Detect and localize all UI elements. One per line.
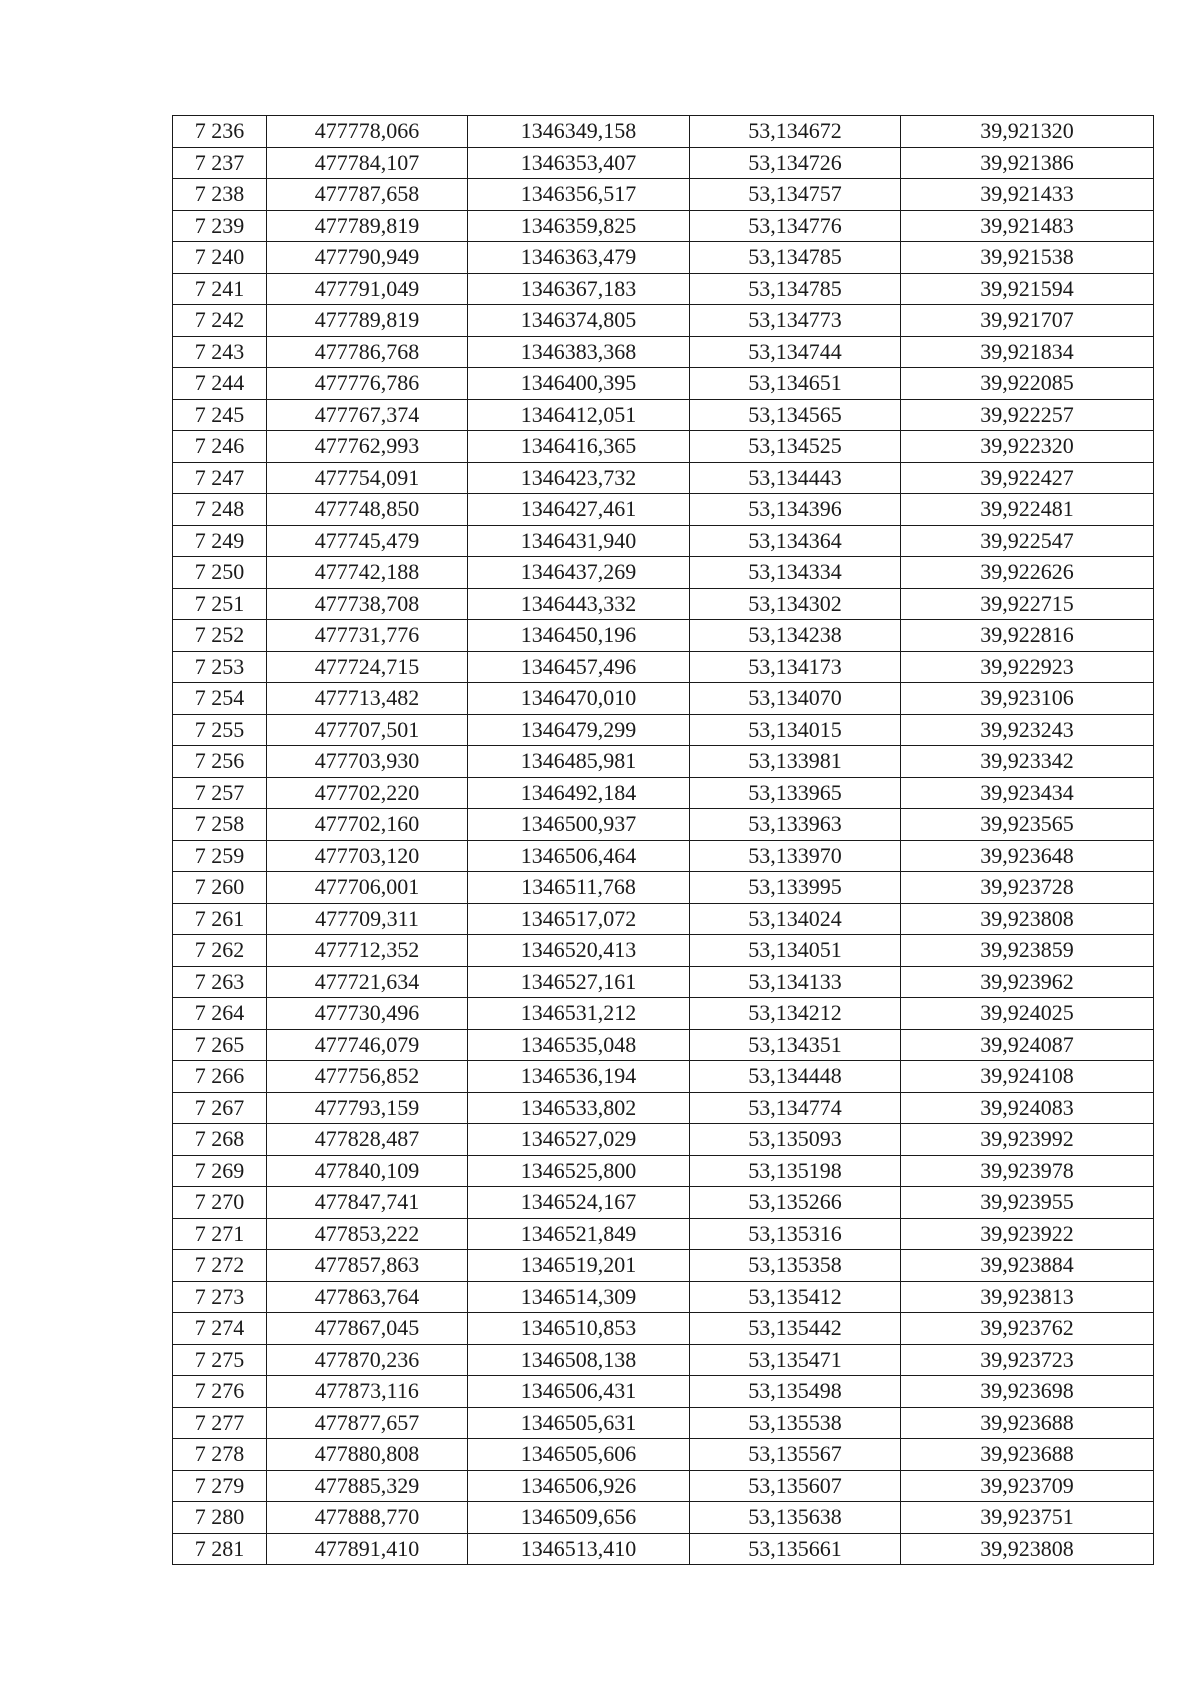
- x-coordinate-cell: 477709,311: [267, 903, 468, 935]
- latitude-cell: 53,135661: [690, 1533, 901, 1565]
- point-number-cell: 7 266: [173, 1061, 267, 1093]
- table-row: [173, 1407, 1154, 1439]
- x-coordinate-cell: 477891,410: [267, 1533, 468, 1565]
- table-row: [173, 1029, 1154, 1061]
- latitude-cell: 53,133970: [690, 840, 901, 872]
- latitude-cell: 53,135607: [690, 1470, 901, 1502]
- point-number-cell: 7 273: [173, 1281, 267, 1313]
- longitude-cell: 39,923955: [901, 1187, 1154, 1219]
- longitude-cell: 39,923342: [901, 746, 1154, 778]
- longitude-cell: 39,923762: [901, 1313, 1154, 1345]
- table-row: [173, 242, 1154, 274]
- point-number-cell: 7 279: [173, 1470, 267, 1502]
- latitude-cell: 53,133981: [690, 746, 901, 778]
- longitude-cell: 39,921834: [901, 336, 1154, 368]
- point-number-cell: 7 245: [173, 399, 267, 431]
- y-coordinate-cell: 1346500,937: [468, 809, 690, 841]
- y-coordinate-cell: 1346349,158: [468, 116, 690, 148]
- y-coordinate-cell: 1346457,496: [468, 651, 690, 683]
- table-row: [173, 1313, 1154, 1345]
- table-row: [173, 494, 1154, 526]
- x-coordinate-cell: 477867,045: [267, 1313, 468, 1345]
- x-coordinate-cell: 477885,329: [267, 1470, 468, 1502]
- latitude-cell: 53,135358: [690, 1250, 901, 1282]
- x-coordinate-cell: 477731,776: [267, 620, 468, 652]
- table-row: [173, 462, 1154, 494]
- y-coordinate-cell: 1346427,461: [468, 494, 690, 526]
- longitude-cell: 39,923648: [901, 840, 1154, 872]
- latitude-cell: 53,134757: [690, 179, 901, 211]
- x-coordinate-cell: 477767,374: [267, 399, 468, 431]
- point-number-cell: 7 257: [173, 777, 267, 809]
- longitude-cell: 39,924025: [901, 998, 1154, 1030]
- table-row: [173, 872, 1154, 904]
- latitude-cell: 53,134302: [690, 588, 901, 620]
- y-coordinate-cell: 1346520,413: [468, 935, 690, 967]
- y-coordinate-cell: 1346506,464: [468, 840, 690, 872]
- point-number-cell: 7 258: [173, 809, 267, 841]
- point-number-cell: 7 261: [173, 903, 267, 935]
- point-number-cell: 7 275: [173, 1344, 267, 1376]
- table-row: [173, 746, 1154, 778]
- latitude-cell: 53,134238: [690, 620, 901, 652]
- latitude-cell: 53,135471: [690, 1344, 901, 1376]
- point-number-cell: 7 242: [173, 305, 267, 337]
- latitude-cell: 53,134133: [690, 966, 901, 998]
- table-row: [173, 651, 1154, 683]
- x-coordinate-cell: 477877,657: [267, 1407, 468, 1439]
- point-number-cell: 7 263: [173, 966, 267, 998]
- point-number-cell: 7 236: [173, 116, 267, 148]
- point-number-cell: 7 240: [173, 242, 267, 274]
- longitude-cell: 39,923808: [901, 903, 1154, 935]
- point-number-cell: 7 255: [173, 714, 267, 746]
- table-row: [173, 1092, 1154, 1124]
- y-coordinate-cell: 1346527,161: [468, 966, 690, 998]
- longitude-cell: 39,921483: [901, 210, 1154, 242]
- y-coordinate-cell: 1346513,410: [468, 1533, 690, 1565]
- x-coordinate-cell: 477702,160: [267, 809, 468, 841]
- latitude-cell: 53,135538: [690, 1407, 901, 1439]
- point-number-cell: 7 260: [173, 872, 267, 904]
- latitude-cell: 53,134776: [690, 210, 901, 242]
- table-row: [173, 714, 1154, 746]
- x-coordinate-cell: 477738,708: [267, 588, 468, 620]
- x-coordinate-cell: 477873,116: [267, 1376, 468, 1408]
- table-row: [173, 1376, 1154, 1408]
- table-row: [173, 1281, 1154, 1313]
- y-coordinate-cell: 1346531,212: [468, 998, 690, 1030]
- longitude-cell: 39,921320: [901, 116, 1154, 148]
- x-coordinate-cell: 477712,352: [267, 935, 468, 967]
- table-row: [173, 1344, 1154, 1376]
- coordinates-table: [172, 115, 1154, 1565]
- x-coordinate-cell: 477706,001: [267, 872, 468, 904]
- latitude-cell: 53,135198: [690, 1155, 901, 1187]
- table-row: [173, 147, 1154, 179]
- longitude-cell: 39,922085: [901, 368, 1154, 400]
- x-coordinate-cell: 477828,487: [267, 1124, 468, 1156]
- point-number-cell: 7 256: [173, 746, 267, 778]
- point-number-cell: 7 281: [173, 1533, 267, 1565]
- longitude-cell: 39,921433: [901, 179, 1154, 211]
- y-coordinate-cell: 1346519,201: [468, 1250, 690, 1282]
- latitude-cell: 53,135316: [690, 1218, 901, 1250]
- longitude-cell: 39,922715: [901, 588, 1154, 620]
- longitude-cell: 39,921538: [901, 242, 1154, 274]
- x-coordinate-cell: 477745,479: [267, 525, 468, 557]
- y-coordinate-cell: 1346506,431: [468, 1376, 690, 1408]
- y-coordinate-cell: 1346356,517: [468, 179, 690, 211]
- table-row: [173, 1187, 1154, 1219]
- y-coordinate-cell: 1346412,051: [468, 399, 690, 431]
- point-number-cell: 7 237: [173, 147, 267, 179]
- longitude-cell: 39,923243: [901, 714, 1154, 746]
- y-coordinate-cell: 1346353,407: [468, 147, 690, 179]
- latitude-cell: 53,133995: [690, 872, 901, 904]
- point-number-cell: 7 250: [173, 557, 267, 589]
- x-coordinate-cell: 477703,930: [267, 746, 468, 778]
- point-number-cell: 7 278: [173, 1439, 267, 1471]
- x-coordinate-cell: 477791,049: [267, 273, 468, 305]
- x-coordinate-cell: 477702,220: [267, 777, 468, 809]
- x-coordinate-cell: 477748,850: [267, 494, 468, 526]
- table-row: [173, 368, 1154, 400]
- table-row: [173, 399, 1154, 431]
- y-coordinate-cell: 1346450,196: [468, 620, 690, 652]
- point-number-cell: 7 252: [173, 620, 267, 652]
- point-number-cell: 7 251: [173, 588, 267, 620]
- y-coordinate-cell: 1346506,926: [468, 1470, 690, 1502]
- point-number-cell: 7 254: [173, 683, 267, 715]
- longitude-cell: 39,923688: [901, 1439, 1154, 1471]
- y-coordinate-cell: 1346525,800: [468, 1155, 690, 1187]
- y-coordinate-cell: 1346431,940: [468, 525, 690, 557]
- table-row: [173, 1502, 1154, 1534]
- table-row: [173, 1470, 1154, 1502]
- longitude-cell: 39,923992: [901, 1124, 1154, 1156]
- x-coordinate-cell: 477786,768: [267, 336, 468, 368]
- table-row: [173, 336, 1154, 368]
- point-number-cell: 7 267: [173, 1092, 267, 1124]
- y-coordinate-cell: 1346533,802: [468, 1092, 690, 1124]
- latitude-cell: 53,134744: [690, 336, 901, 368]
- table-row: [173, 305, 1154, 337]
- x-coordinate-cell: 477776,786: [267, 368, 468, 400]
- table-row: [173, 525, 1154, 557]
- longitude-cell: 39,922547: [901, 525, 1154, 557]
- y-coordinate-cell: 1346509,656: [468, 1502, 690, 1534]
- longitude-cell: 39,923434: [901, 777, 1154, 809]
- latitude-cell: 53,133963: [690, 809, 901, 841]
- longitude-cell: 39,922320: [901, 431, 1154, 463]
- longitude-cell: 39,921386: [901, 147, 1154, 179]
- longitude-cell: 39,923808: [901, 1533, 1154, 1565]
- latitude-cell: 53,134785: [690, 273, 901, 305]
- point-number-cell: 7 247: [173, 462, 267, 494]
- x-coordinate-cell: 477703,120: [267, 840, 468, 872]
- y-coordinate-cell: 1346485,981: [468, 746, 690, 778]
- y-coordinate-cell: 1346423,732: [468, 462, 690, 494]
- longitude-cell: 39,923565: [901, 809, 1154, 841]
- table-row: [173, 557, 1154, 589]
- latitude-cell: 53,134070: [690, 683, 901, 715]
- longitude-cell: 39,923978: [901, 1155, 1154, 1187]
- y-coordinate-cell: 1346470,010: [468, 683, 690, 715]
- table-row: [173, 1061, 1154, 1093]
- table-row: [173, 966, 1154, 998]
- longitude-cell: 39,923813: [901, 1281, 1154, 1313]
- y-coordinate-cell: 1346492,184: [468, 777, 690, 809]
- y-coordinate-cell: 1346524,167: [468, 1187, 690, 1219]
- latitude-cell: 53,134774: [690, 1092, 901, 1124]
- table-row: [173, 620, 1154, 652]
- table-row: [173, 777, 1154, 809]
- table-row: [173, 1250, 1154, 1282]
- longitude-cell: 39,923884: [901, 1250, 1154, 1282]
- x-coordinate-cell: 477888,770: [267, 1502, 468, 1534]
- latitude-cell: 53,134173: [690, 651, 901, 683]
- latitude-cell: 53,135567: [690, 1439, 901, 1471]
- table-row: [173, 1124, 1154, 1156]
- latitude-cell: 53,134785: [690, 242, 901, 274]
- point-number-cell: 7 264: [173, 998, 267, 1030]
- x-coordinate-cell: 477787,658: [267, 179, 468, 211]
- longitude-cell: 39,922816: [901, 620, 1154, 652]
- latitude-cell: 53,135498: [690, 1376, 901, 1408]
- table-row: [173, 809, 1154, 841]
- point-number-cell: 7 262: [173, 935, 267, 967]
- latitude-cell: 53,134565: [690, 399, 901, 431]
- longitude-cell: 39,923688: [901, 1407, 1154, 1439]
- y-coordinate-cell: 1346479,299: [468, 714, 690, 746]
- x-coordinate-cell: 477742,188: [267, 557, 468, 589]
- x-coordinate-cell: 477713,482: [267, 683, 468, 715]
- point-number-cell: 7 244: [173, 368, 267, 400]
- latitude-cell: 53,135638: [690, 1502, 901, 1534]
- x-coordinate-cell: 477870,236: [267, 1344, 468, 1376]
- latitude-cell: 53,134015: [690, 714, 901, 746]
- x-coordinate-cell: 477730,496: [267, 998, 468, 1030]
- latitude-cell: 53,135266: [690, 1187, 901, 1219]
- y-coordinate-cell: 1346367,183: [468, 273, 690, 305]
- table-row: [173, 1533, 1154, 1565]
- latitude-cell: 53,135093: [690, 1124, 901, 1156]
- latitude-cell: 53,134364: [690, 525, 901, 557]
- point-number-cell: 7 268: [173, 1124, 267, 1156]
- x-coordinate-cell: 477789,819: [267, 210, 468, 242]
- x-coordinate-cell: 477790,949: [267, 242, 468, 274]
- y-coordinate-cell: 1346510,853: [468, 1313, 690, 1345]
- latitude-cell: 53,134334: [690, 557, 901, 589]
- longitude-cell: 39,923859: [901, 935, 1154, 967]
- longitude-cell: 39,924108: [901, 1061, 1154, 1093]
- longitude-cell: 39,921594: [901, 273, 1154, 305]
- y-coordinate-cell: 1346521,849: [468, 1218, 690, 1250]
- latitude-cell: 53,133965: [690, 777, 901, 809]
- table-row: [173, 588, 1154, 620]
- table-row: [173, 1218, 1154, 1250]
- latitude-cell: 53,134773: [690, 305, 901, 337]
- point-number-cell: 7 272: [173, 1250, 267, 1282]
- table-row: [173, 116, 1154, 148]
- latitude-cell: 53,134448: [690, 1061, 901, 1093]
- latitude-cell: 53,134351: [690, 1029, 901, 1061]
- x-coordinate-cell: 477746,079: [267, 1029, 468, 1061]
- x-coordinate-cell: 477754,091: [267, 462, 468, 494]
- x-coordinate-cell: 477789,819: [267, 305, 468, 337]
- longitude-cell: 39,923723: [901, 1344, 1154, 1376]
- point-number-cell: 7 249: [173, 525, 267, 557]
- table-row: [173, 935, 1154, 967]
- point-number-cell: 7 271: [173, 1218, 267, 1250]
- y-coordinate-cell: 1346505,631: [468, 1407, 690, 1439]
- point-number-cell: 7 243: [173, 336, 267, 368]
- y-coordinate-cell: 1346383,368: [468, 336, 690, 368]
- x-coordinate-cell: 477863,764: [267, 1281, 468, 1313]
- y-coordinate-cell: 1346517,072: [468, 903, 690, 935]
- table-row: [173, 840, 1154, 872]
- y-coordinate-cell: 1346363,479: [468, 242, 690, 274]
- y-coordinate-cell: 1346514,309: [468, 1281, 690, 1313]
- latitude-cell: 53,135412: [690, 1281, 901, 1313]
- y-coordinate-cell: 1346527,029: [468, 1124, 690, 1156]
- latitude-cell: 53,134525: [690, 431, 901, 463]
- longitude-cell: 39,923698: [901, 1376, 1154, 1408]
- longitude-cell: 39,922427: [901, 462, 1154, 494]
- latitude-cell: 53,134024: [690, 903, 901, 935]
- point-number-cell: 7 238: [173, 179, 267, 211]
- point-number-cell: 7 253: [173, 651, 267, 683]
- longitude-cell: 39,923751: [901, 1502, 1154, 1534]
- longitude-cell: 39,923962: [901, 966, 1154, 998]
- coordinates-table-body: [173, 116, 1154, 1565]
- y-coordinate-cell: 1346511,768: [468, 872, 690, 904]
- x-coordinate-cell: 477840,109: [267, 1155, 468, 1187]
- x-coordinate-cell: 477853,222: [267, 1218, 468, 1250]
- latitude-cell: 53,134396: [690, 494, 901, 526]
- latitude-cell: 53,134726: [690, 147, 901, 179]
- x-coordinate-cell: 477756,852: [267, 1061, 468, 1093]
- longitude-cell: 39,922626: [901, 557, 1154, 589]
- y-coordinate-cell: 1346437,269: [468, 557, 690, 589]
- point-number-cell: 7 259: [173, 840, 267, 872]
- point-number-cell: 7 246: [173, 431, 267, 463]
- table-row: [173, 998, 1154, 1030]
- y-coordinate-cell: 1346505,606: [468, 1439, 690, 1471]
- y-coordinate-cell: 1346535,048: [468, 1029, 690, 1061]
- x-coordinate-cell: 477857,863: [267, 1250, 468, 1282]
- latitude-cell: 53,134443: [690, 462, 901, 494]
- point-number-cell: 7 248: [173, 494, 267, 526]
- x-coordinate-cell: 477784,107: [267, 147, 468, 179]
- x-coordinate-cell: 477762,993: [267, 431, 468, 463]
- point-number-cell: 7 270: [173, 1187, 267, 1219]
- longitude-cell: 39,923728: [901, 872, 1154, 904]
- point-number-cell: 7 274: [173, 1313, 267, 1345]
- y-coordinate-cell: 1346416,365: [468, 431, 690, 463]
- x-coordinate-cell: 477721,634: [267, 966, 468, 998]
- y-coordinate-cell: 1346443,332: [468, 588, 690, 620]
- point-number-cell: 7 269: [173, 1155, 267, 1187]
- table-row: [173, 210, 1154, 242]
- point-number-cell: 7 265: [173, 1029, 267, 1061]
- x-coordinate-cell: 477724,715: [267, 651, 468, 683]
- table-row: [173, 431, 1154, 463]
- x-coordinate-cell: 477880,808: [267, 1439, 468, 1471]
- table-row: [173, 683, 1154, 715]
- y-coordinate-cell: 1346508,138: [468, 1344, 690, 1376]
- table-row: [173, 273, 1154, 305]
- longitude-cell: 39,924087: [901, 1029, 1154, 1061]
- table-row: [173, 1155, 1154, 1187]
- y-coordinate-cell: 1346536,194: [468, 1061, 690, 1093]
- longitude-cell: 39,922481: [901, 494, 1154, 526]
- x-coordinate-cell: 477793,159: [267, 1092, 468, 1124]
- table-row: [173, 179, 1154, 211]
- x-coordinate-cell: 477847,741: [267, 1187, 468, 1219]
- x-coordinate-cell: 477778,066: [267, 116, 468, 148]
- longitude-cell: 39,923922: [901, 1218, 1154, 1250]
- latitude-cell: 53,134051: [690, 935, 901, 967]
- longitude-cell: 39,923709: [901, 1470, 1154, 1502]
- longitude-cell: 39,921707: [901, 305, 1154, 337]
- point-number-cell: 7 280: [173, 1502, 267, 1534]
- point-number-cell: 7 276: [173, 1376, 267, 1408]
- y-coordinate-cell: 1346374,805: [468, 305, 690, 337]
- latitude-cell: 53,134651: [690, 368, 901, 400]
- x-coordinate-cell: 477707,501: [267, 714, 468, 746]
- y-coordinate-cell: 1346359,825: [468, 210, 690, 242]
- table-row: [173, 1439, 1154, 1471]
- y-coordinate-cell: 1346400,395: [468, 368, 690, 400]
- latitude-cell: 53,134672: [690, 116, 901, 148]
- longitude-cell: 39,924083: [901, 1092, 1154, 1124]
- latitude-cell: 53,135442: [690, 1313, 901, 1345]
- latitude-cell: 53,134212: [690, 998, 901, 1030]
- longitude-cell: 39,923106: [901, 683, 1154, 715]
- point-number-cell: 7 239: [173, 210, 267, 242]
- point-number-cell: 7 277: [173, 1407, 267, 1439]
- longitude-cell: 39,922257: [901, 399, 1154, 431]
- longitude-cell: 39,922923: [901, 651, 1154, 683]
- point-number-cell: 7 241: [173, 273, 267, 305]
- table-row: [173, 903, 1154, 935]
